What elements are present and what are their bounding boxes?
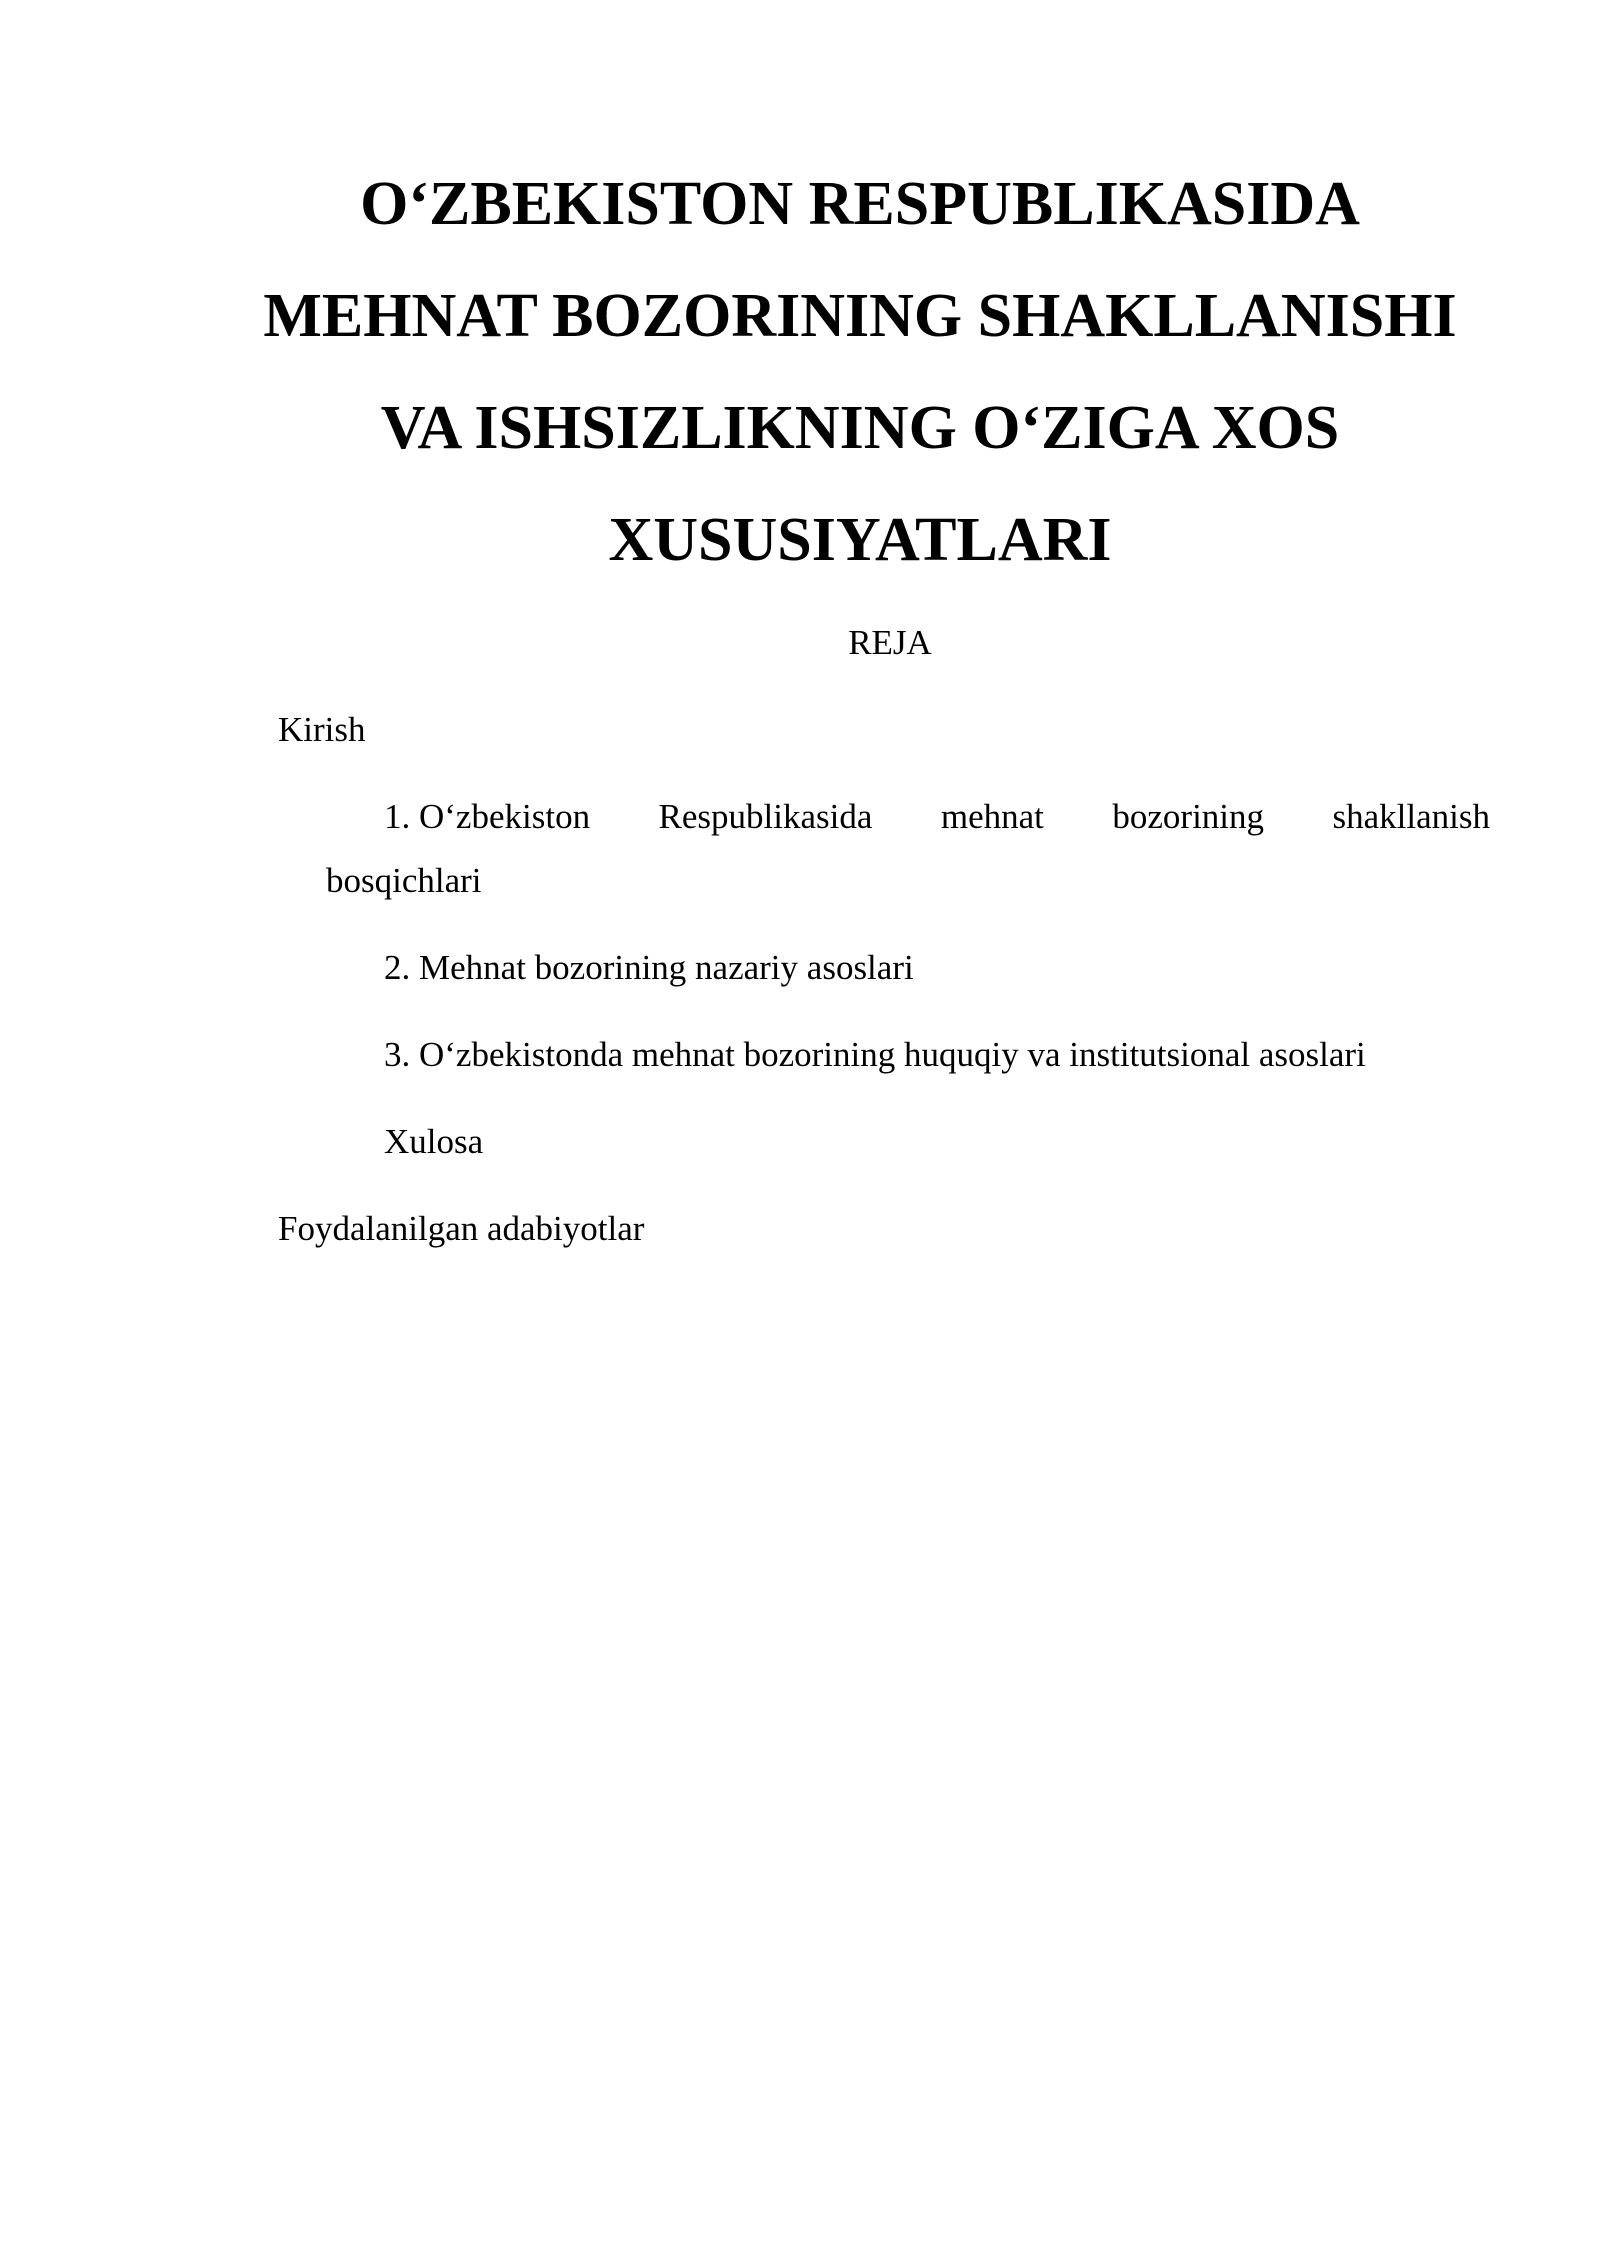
plan-item-1-word-5: shakllanish [1332, 797, 1490, 836]
plan-item-1-word-2: Respublikasida [658, 797, 873, 836]
plan-item-1 [326, 792, 1490, 906]
title-line-4: XUSUSIYATLARI [608, 506, 1112, 574]
plan-item-intro: Kirish [278, 710, 366, 749]
plan-item-1-word [384, 792, 590, 842]
title-line-3: VA ISHSIZLIKNING O‘ZIGA XOS [380, 394, 1340, 462]
plan-item-2: 2. Mehnat bozorining nazariy asoslari [384, 948, 914, 987]
document-title [230, 148, 1490, 596]
plan-item-1-first-line [326, 792, 1490, 842]
plan-item-conclusion: Xulosa [384, 1122, 484, 1161]
plan-item-1-number: 1. [384, 797, 411, 836]
plan-item-references: Foydalanilgan adabiyotlar [278, 1209, 645, 1248]
plan-item-1-word-4: bozorining [1112, 797, 1265, 836]
plan-item-1-word-1: O‘zbekiston [419, 797, 591, 836]
title-line-2: MEHNAT BOZORINING SHAKLLANISHI [263, 282, 1457, 350]
plan-item-3: 3. O‘zbekistonda mehnat bozorining huquqiy va institutsional asoslari [384, 1035, 1366, 1074]
plan-heading: REJA [848, 623, 932, 662]
plan-item-1-continuation: bosqichlari [326, 861, 482, 900]
title-line-1: O‘ZBEKISTON RESPUBLIKASIDA [360, 170, 1360, 238]
plan-item-1-word-3: mehnat [940, 797, 1044, 836]
